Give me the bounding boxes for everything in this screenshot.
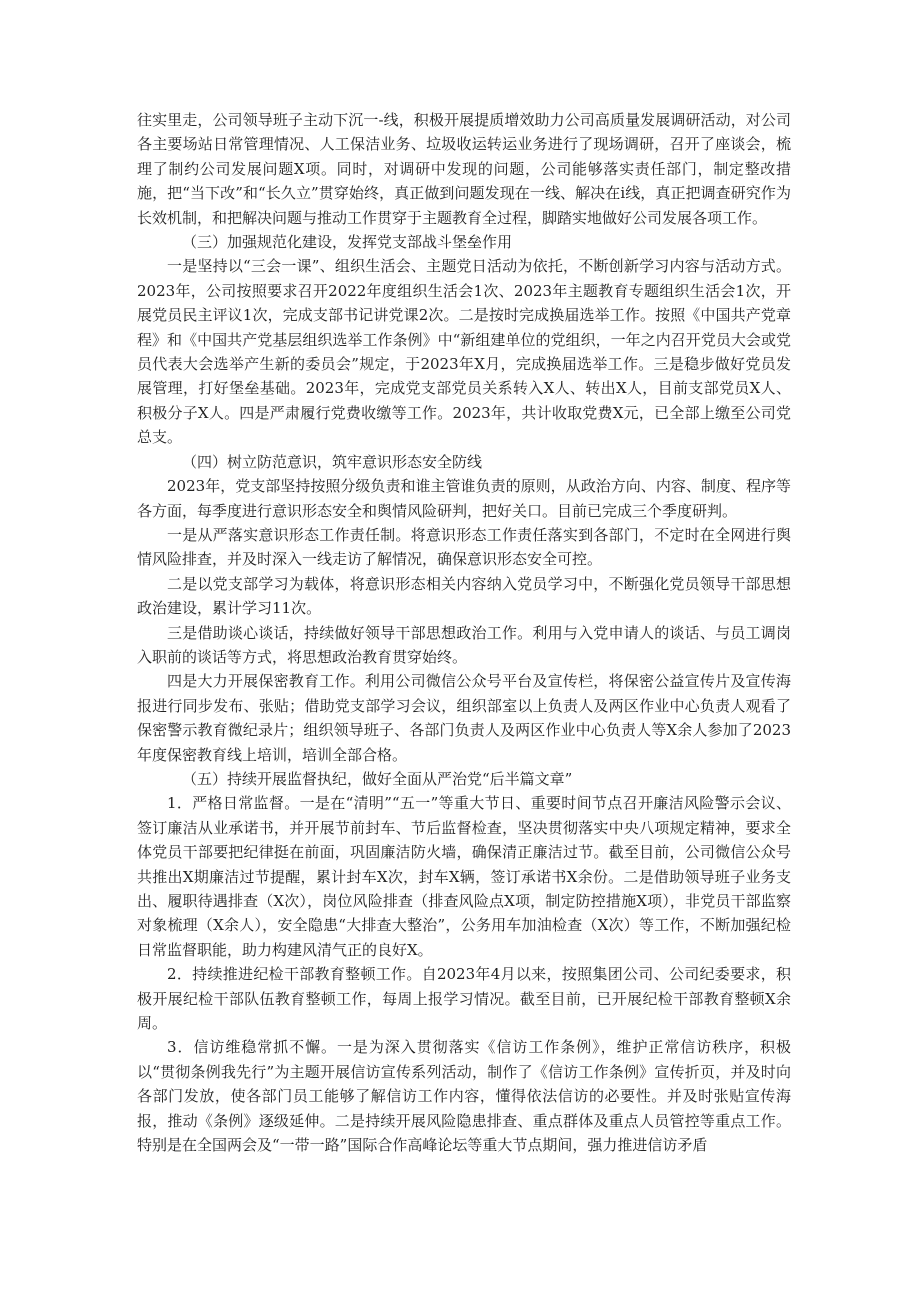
paragraph-supervision-3: 3．信访维稳常抓不懈。一是为深入贯彻落实《信访工作条例》，维护正常信访秩序，积极以“贯彻条例我先行”为主题开展信访宣传系列活动，制作了《信访工作条例》宣传折页，并及时向各部门发放，使各部门员工能够了解信访工作内容，懂得依法信访的必要性。并及时张贴宣传海报，推动《条例》逐级延伸。二是持续开展风险隐患排查、重点群体及重点人员管控等重点工作。特别是在全国两会及“一带一路”国际合作高峰论坛等重大节点期间，强力推进信访矛盾: [137, 1038, 791, 1155]
paragraph-ideology-intro: 2023年，党支部坚持按照分级负责和谁主管谁负责的原则，从政治方向、内容、制度、程序等各方面，每季度进行意识形态安全和舆情风险研判，把好关口。目前已完成三个季度研判。: [137, 477, 791, 520]
paragraph-ideology-1: 一是从严落实意识形态工作责任制。将意识形态工作责任落实到各部门，不定时在全网进行舆情风险排查，并及时深入一线走访了解情况，确保意识形态安全可控。: [137, 525, 791, 569]
paragraph-research-continued: 往实里走，公司领导班子主动下沉一-线，积极开展提质增效助力公司高质量发展调研活动，对公司各主要场站日常管理情况、人工保洁业务、垃圾收运转运业务进行了现场调研，召开了座谈会，梳理了制约公司发展问题X项。同时，对调研中发现的问题，公司能够落实责任部门，制定整改措施，把“当下改”和“长久立”贯穿始终，真正做到问题发现在一线、解决在i线，真正把调查研究作为长效机制，和把解决问题与推动工作贯穿于主题教育全过程，脚踏实地做好公司发展各项工作。: [137, 111, 791, 227]
section-heading-5: （五）持续开展监督执纪，做好全面从严治党“后半篇文章”: [182, 769, 573, 788]
section-heading-4: （四）树立防范意识，筑牢意识形态安全防线: [182, 452, 483, 471]
paragraph-standardization: 一是坚持以“三会一课”、组织生活会、主题党日活动为依托，不断创新学习内容与活动方式。2023年，公司按照要求召开2022年度组织生活会1次、2023年主题教育专题组织生活会1次，开展党员民主评议1次，完成支部书记讲党课2次。二是按时完成换届选举工作。按照《中国共产党章程》和《中国共产党基层组织选举工作条例》中“新组建单位的党组织，一年之内召开党员大会或党员代表大会选举产生新的委员会”规定，于2023年X月，完成换届选举工作。三是稳步做好党员发展管理，打好堡垒基础。2023年，完成党支部党员关系转入X人、转出X人，目前支部党员X人、积极分子X人。四是严肃履行党费收缴等工作。2023年，共计收取党费X元，已全部上缴至公司党总支。: [137, 257, 791, 447]
paragraph-ideology-4: 四是大力开展保密教育工作。利用公司微信公众号平台及宣传栏，将保密公益宣传片及宣传海报进行同步发布、张贴；借助党支部学习会议，组织部室以上负责人及两区作业中心负责人观看了保密警示教育微纪录片；组织领导班子、各部门负责人及两区作业中心负责人等X余人参加了2023年度保密教育线上培训，培训全部合格。: [137, 672, 791, 764]
section-heading-3: （三）加强规范化建设，发挥党支部战斗堡垒作用: [182, 233, 513, 252]
paragraph-ideology-2: 二是以党支部学习为载体，将意识形态相关内容纳入党员学习中，不断强化党员领导干部思想政治建设，累计学习11次。: [137, 574, 791, 618]
document-page: [137, 108, 791, 1157]
paragraph-supervision-2: 2．持续推进纪检干部教育整顿工作。自2023年4月以来，按照集团公司、公司纪委要求，积极开展纪检干部队伍教育整顿工作，每周上报学习情况。截至目前，已开展纪检干部教育整顿X余周。: [137, 965, 791, 1033]
paragraph-ideology-3: 三是借助谈心谈话，持续做好领导干部思想政治工作。利用与入党申请人的谈话、与员工调岗入职前的谈话等方式，将思想政治教育贯穿始终。: [137, 623, 791, 666]
paragraph-supervision-1: 1．严格日常监督。一是在“清明”“五一”等重大节日、重要时间节点召开廉洁风险警示会议、签订廉洁从业承诺书，并开展节前封车、节后监督检查，坚决贯彻落实中央八项规定精神，要求全体党员干部要把纪律挺在前面，巩固廉洁防火墙，确保清正廉洁过节。截至目前，公司微信公众号共推出X期廉洁过节提醒，累计封车X次，封车X辆，签订承诺书X余份。二是借助领导班子业务支出、履职待遇排查（X次），岗位风险排查（排查风险点X项，制定防控措施X项），非党员干部监察对象梳理（X余人），安全隐患“大排查大整治”，公务用车加油检查（X次）等工作，不断加强纪检日常监督职能，助力构建风清气正的良好X。: [137, 794, 791, 959]
